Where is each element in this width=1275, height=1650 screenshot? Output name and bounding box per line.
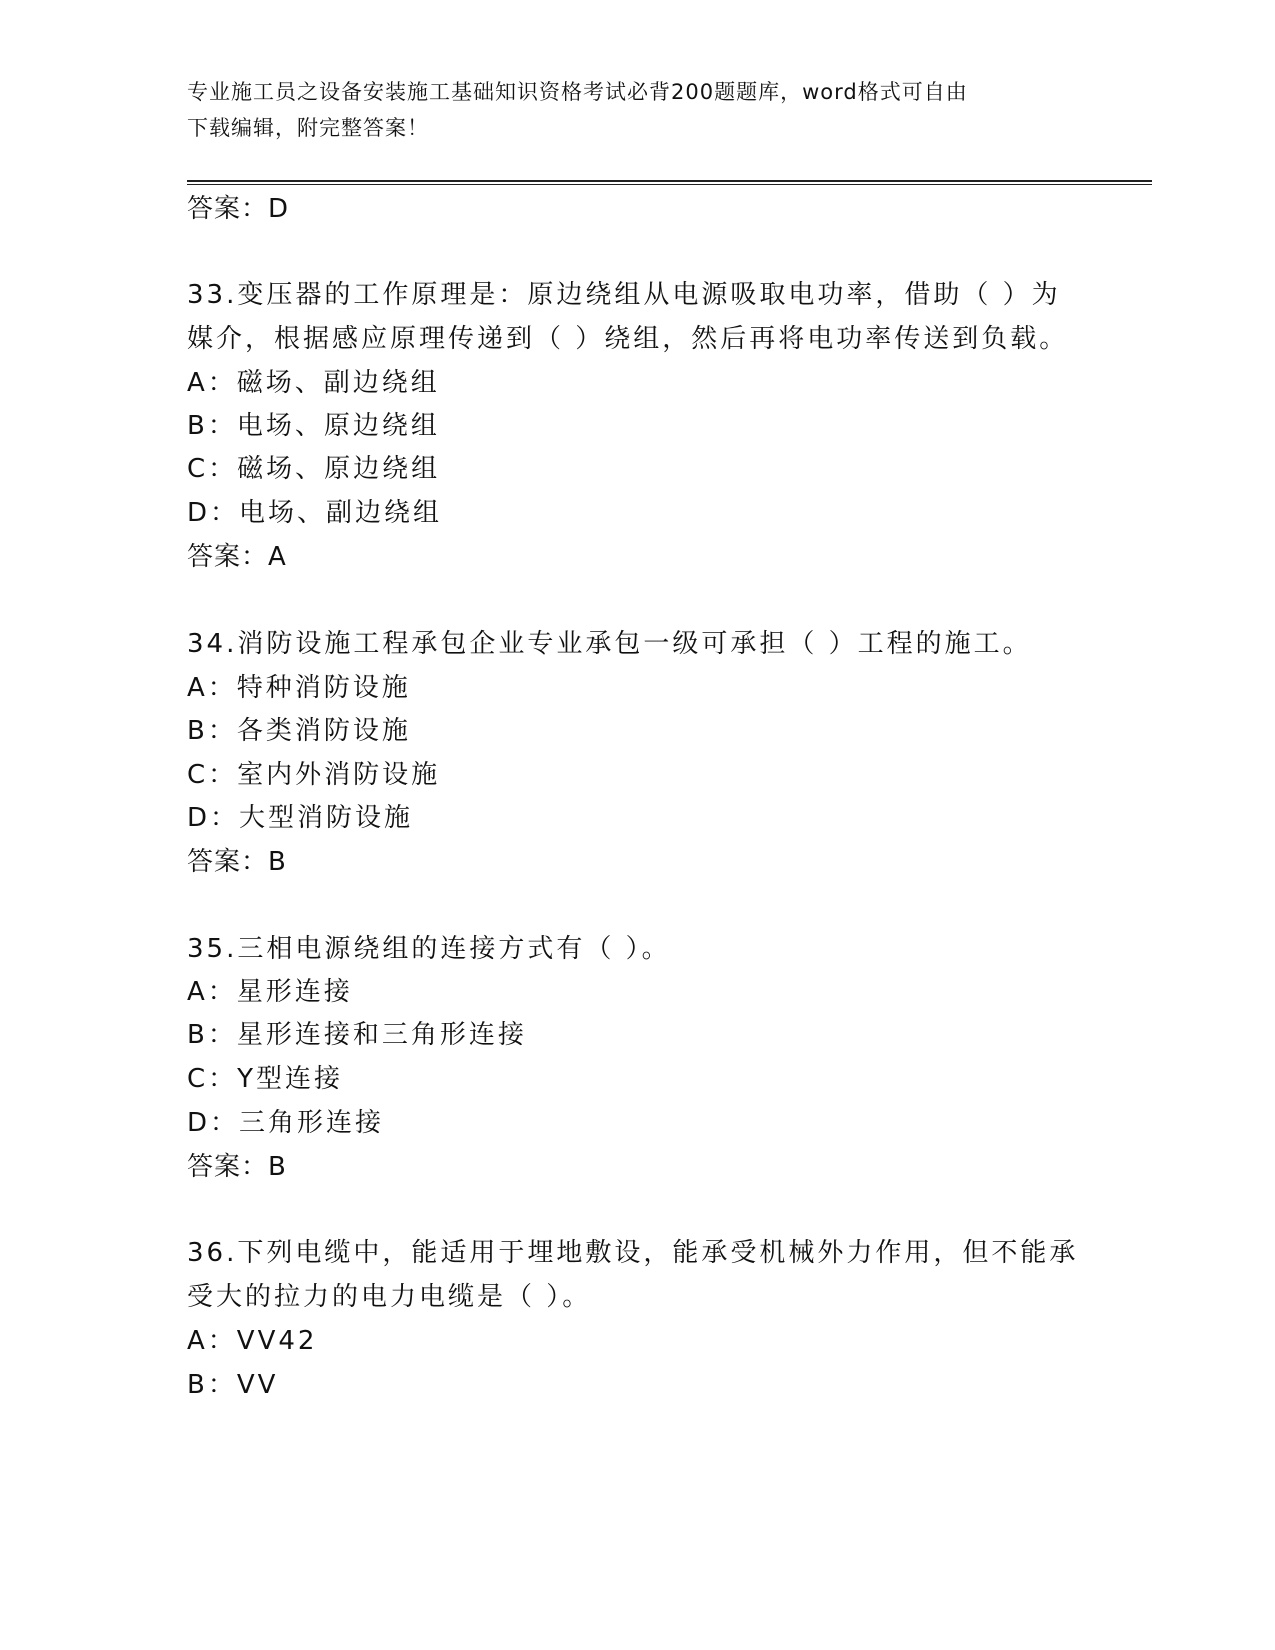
header-divider bbox=[187, 180, 1152, 182]
header-line-1: 专业施工员之设备安装施工基础知识资格考试必背200题题库，word格式可自由 bbox=[187, 80, 968, 104]
question-34-answer: 答案：B bbox=[187, 847, 287, 877]
question-36-line-1: 36.下列电缆中，能适用于埋地敷设，能承受机械外力作用，但不能承 bbox=[187, 1238, 1079, 1268]
header-divider-thin bbox=[187, 184, 1152, 185]
question-35-line-1: 35.三相电源绕组的连接方式有（ ）。 bbox=[187, 934, 671, 964]
question-33-option-a: A：磁场、副边绕组 bbox=[187, 368, 440, 398]
question-35-option-d: D：三角形连接 bbox=[187, 1108, 385, 1138]
question-36-line-2: 受大的拉力的电力电缆是（ ）。 bbox=[187, 1282, 592, 1312]
page-header bbox=[187, 74, 1067, 146]
question-34-option-b: B：各类消防设施 bbox=[187, 716, 411, 746]
question-34-option-d: D：大型消防设施 bbox=[187, 803, 414, 833]
answer-prev: 答案：D bbox=[187, 194, 290, 224]
question-34-line-1: 34.消防设施工程承包企业专业承包一级可承担（ ）工程的施工。 bbox=[187, 629, 1032, 659]
question-34-option-a: A：特种消防设施 bbox=[187, 673, 411, 703]
question-33-option-c: C：磁场、原边绕组 bbox=[187, 454, 441, 484]
question-36-option-a: A：VV42 bbox=[187, 1326, 318, 1356]
question-35-option-b: B：星形连接和三角形连接 bbox=[187, 1020, 527, 1050]
question-35-option-a: A：星形连接 bbox=[187, 977, 353, 1007]
question-35-option-c: C：Y型连接 bbox=[187, 1064, 344, 1094]
header-line-2: 下载编辑，附完整答案！ bbox=[187, 116, 429, 140]
question-33-line-2: 媒介，根据感应原理传递到（ ）绕组，然后再将电功率传送到负载。 bbox=[187, 324, 1069, 354]
question-35-answer: 答案：B bbox=[187, 1152, 287, 1182]
question-33-line-1: 33.变压器的工作原理是：原边绕组从电源吸取电功率，借助（ ）为 bbox=[187, 280, 1061, 310]
question-36-option-b: B：VV bbox=[187, 1370, 279, 1400]
question-34-option-c: C：室内外消防设施 bbox=[187, 760, 441, 790]
question-33-answer: 答案：A bbox=[187, 542, 287, 572]
question-33-option-b: B：电场、原边绕组 bbox=[187, 411, 440, 441]
question-33-option-d: D：电场、副边绕组 bbox=[187, 498, 443, 528]
